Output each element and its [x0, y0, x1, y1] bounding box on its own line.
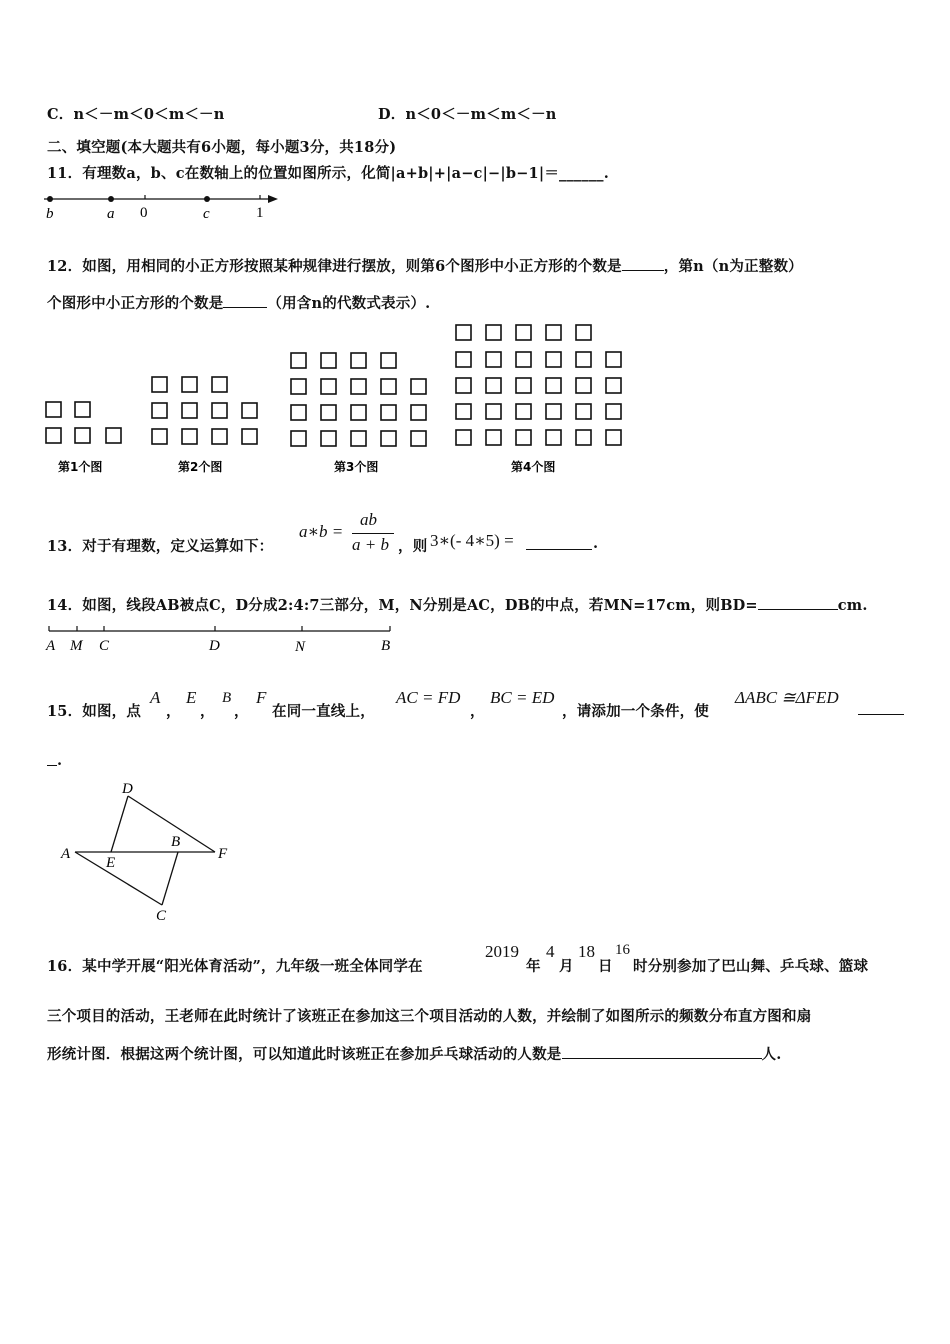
q12-line2: 个图形中小正方形的个数是 （用含n的代数式表示）. — [47, 295, 431, 312]
label-a: a — [107, 206, 115, 222]
q11-text: 11．有理数a，b、c在数轴上的位置如图所示，化简|a+b|+|a−c|−|b−1|＝______. — [47, 165, 609, 182]
q15-eq2: BC = ED — [490, 688, 555, 707]
q11-number-line — [40, 188, 290, 224]
q13-fraction-bar — [352, 533, 394, 534]
fig-label-b: B — [171, 834, 181, 850]
q13-numerator: ab — [360, 510, 377, 529]
figure-2 — [152, 377, 257, 444]
point-b — [47, 196, 53, 202]
q13-answer-blank — [526, 549, 592, 550]
q15-tail: ，请添加一个条件，使 — [562, 703, 709, 720]
figure-4-label: 第4个图 — [511, 460, 556, 474]
q15-answer-blank-1 — [858, 714, 904, 715]
q14-segment — [40, 620, 410, 656]
q15-point-f: F — [256, 688, 267, 707]
figure-3 — [291, 353, 426, 446]
fig-label-c: C — [156, 908, 167, 923]
q13-expression: 3∗(- 4∗5) = — [430, 531, 514, 550]
q15-congruence: ΔABC ≅ΔFED — [735, 688, 839, 707]
q15-figure — [55, 778, 245, 923]
label-b: b — [46, 206, 54, 222]
q13-formula-lhs: a∗b = — [299, 522, 344, 541]
q13-denominator: a + b — [352, 535, 389, 554]
q16-prefix: 16．某中学开展“阳光体育活动”，九年级一班全体同学在 — [47, 958, 423, 975]
seg-label-n: N — [295, 639, 306, 655]
label-0: 0 — [140, 205, 148, 221]
seg-label-a: A — [46, 638, 56, 654]
q15-end: . — [57, 752, 63, 769]
q16-year: 2019 — [485, 942, 519, 961]
option-d: D．n＜0＜－m＜m＜－n — [378, 106, 557, 123]
q13-suffix: . — [593, 535, 599, 552]
figure-4 — [456, 325, 621, 445]
q13-mid: ，则 — [398, 538, 428, 555]
q15-point-b: B — [222, 690, 232, 706]
seg-label-c: C — [99, 638, 110, 654]
q16-line3: 形统计图．根据这两个统计图，可以知道此时该班正在参加乒乓球活动的人数是 人. — [47, 1046, 782, 1063]
fig-label-e: E — [106, 855, 116, 871]
q16-month: 4 — [546, 942, 555, 961]
fig-label-f: F — [218, 846, 228, 862]
q15-prefix: 15．如图，点 — [47, 703, 142, 720]
fig-label-d: D — [122, 781, 133, 797]
q12-figures — [40, 316, 640, 481]
label-1: 1 — [256, 205, 264, 221]
seg-label-b: B — [381, 638, 391, 654]
figure-1 — [46, 402, 121, 443]
point-c — [204, 196, 210, 202]
section-heading: 二、填空题(本大题共有6小题，每小题3分，共18分) — [47, 139, 397, 156]
point-a — [108, 196, 114, 202]
label-c: c — [203, 206, 210, 222]
q15-answer-blank-2 — [47, 765, 57, 766]
q16-day: 18 — [578, 942, 595, 961]
figure-2-label: 第2个图 — [178, 460, 223, 474]
q16-line1-tail: 时分别参加了巴山舞、乒乓球、篮球 — [633, 958, 869, 975]
q16-hour: 16 — [615, 942, 630, 958]
q16-line2: 三个项目的活动，王老师在此时统计了该班正在参加这三个项目活动的人数，并绘制了如图所示的频数分布直方图和扇 — [47, 1008, 812, 1025]
q14-line: 14．如图，线段AB被点C，D分成2:4:7三部分，M，N分别是AC，DB的中点，若MN=17cm，则BD= cm. — [47, 597, 868, 614]
q15-point-e: E — [186, 688, 197, 707]
q15-eq1: AC = FD — [396, 688, 461, 707]
q15-mid: 在同一直线上， — [272, 703, 375, 720]
q13-prefix: 13．对于有理数，定义运算如下： — [47, 538, 274, 555]
figure-3-label: 第3个图 — [334, 460, 379, 474]
fig-label-a: A — [61, 846, 71, 862]
q12-line1: 12．如图，用相同的小正方形按照某种规律进行摆放，则第6个图形中小正方形的个数是 ，第n（n为正整数） — [47, 258, 803, 275]
seg-label-d: D — [209, 638, 220, 654]
seg-label-m: M — [70, 638, 83, 654]
q15-point-a: A — [150, 688, 161, 707]
figure-1-label: 第1个图 — [58, 460, 103, 474]
option-c: C．n＜－m＜0＜m＜－n — [47, 106, 225, 123]
